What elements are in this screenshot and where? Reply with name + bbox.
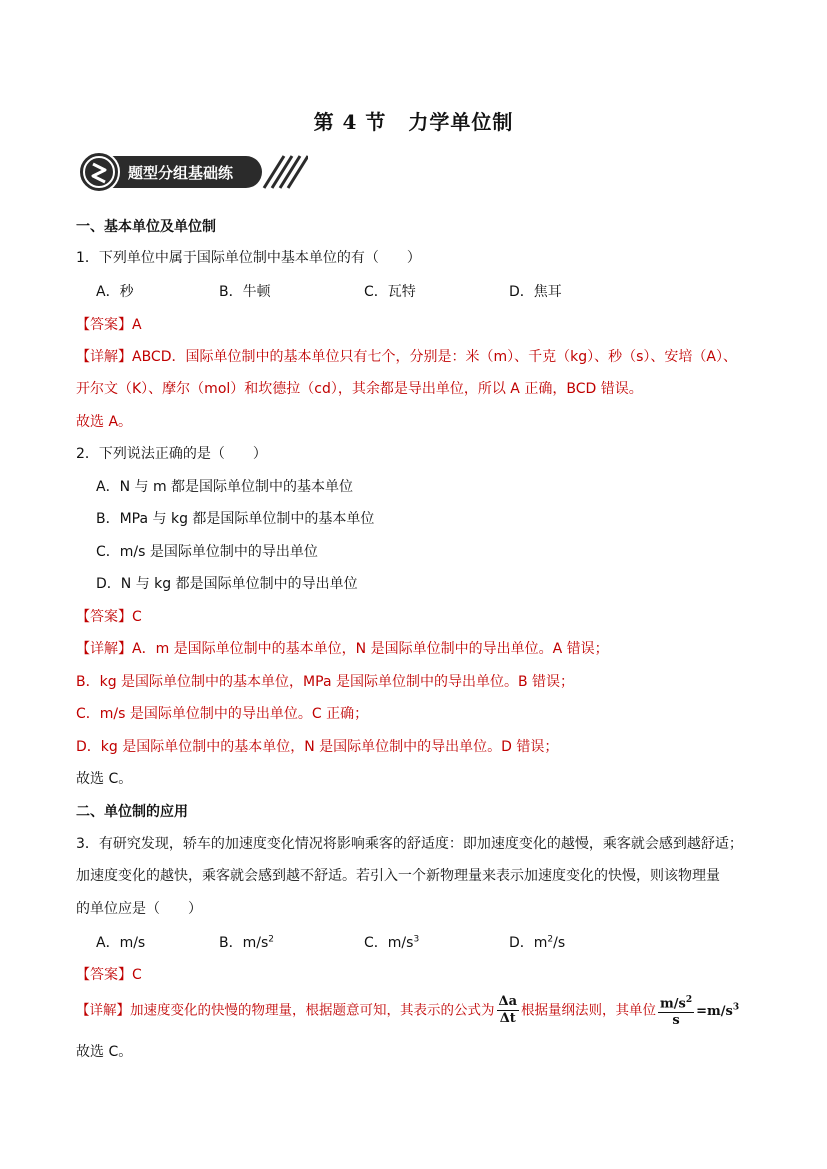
- q2-option-b: B．MPa 与 kg 都是国际单位制中的基本单位: [96, 511, 375, 527]
- q2-detail-line-1: 【详解】A．m 是国际单位制中的基本单位，N 是国际单位制中的导出单位。A 错误；: [76, 641, 609, 657]
- q3-stem-line-1: 3．有研究发现，轿车的加速度变化情况将影响乘客的舒适度：即加速度变化的越慢，乘客就会感到越舒适；: [76, 836, 743, 852]
- q3-stem-line-2: 加速度变化的越快，乘客就会感到越不舒适。若引入一个新物理量来表示加速度变化的快慢，则该物理量: [76, 868, 720, 884]
- q3-option-d: D．$m^2/s$: [509, 934, 566, 951]
- q2-detail-line-3: C．m/s 是国际单位制中的导出单位。C 正确；: [76, 706, 369, 722]
- section-number: 第 4 节: [313, 110, 387, 134]
- q1-stem: 1．下列单位中属于国际单位制中基本单位的有（ ）: [76, 250, 421, 266]
- q2-option-d: D．N 与 kg 都是国际单位制中的导出单位: [96, 576, 358, 592]
- q3-formula: $\frac{\Delta a}{\Delta t}$: [498, 994, 518, 1027]
- q3-unit-fraction: $\frac{m/s^2}{s}$: [658, 992, 694, 1029]
- q3-answer-label: 【答案】: [76, 967, 132, 983]
- q2-detail-label: 【详解】: [76, 641, 132, 657]
- q2-option-c: C．m/s 是国际单位制中的导出单位: [96, 544, 318, 560]
- banner-text: 题型分组基础练: [128, 164, 234, 182]
- section-heading-1: 一、基本单位及单位制: [76, 219, 216, 235]
- section-heading-2: 二、单位制的应用: [76, 804, 188, 820]
- q1-conclusion: 故选 A。: [76, 414, 133, 430]
- q3-option-c: C．$m/s^3$: [364, 934, 420, 951]
- section-topic: 力学单位制: [408, 110, 514, 134]
- q3-detail-label: 【详解】: [76, 1002, 130, 1019]
- q3-option-b: B．$m/s^2$: [219, 934, 274, 951]
- q1-detail-line-1: 【详解】ABCD．国际单位制中的基本单位只有七个，分别是：米（m）、千克（kg）、秒（s）、安培（A）、: [76, 349, 737, 365]
- q3-answer-value: C: [132, 967, 142, 983]
- page-title: [0, 106, 827, 135]
- q2-option-a: A．N 与 m 都是国际单位制中的基本单位: [96, 479, 354, 495]
- q3-unit-result: $=m/s^3$: [696, 1002, 740, 1019]
- q2-detail-line-4: D．kg 是国际单位制中的基本单位，N 是国际单位制中的导出单位。D 错误；: [76, 739, 559, 755]
- q3-stem-line-3: 的单位应是（ ）: [76, 901, 202, 917]
- q2-answer: [76, 606, 142, 626]
- q3-answer: [76, 964, 142, 984]
- q1-option-d: D．焦耳: [509, 284, 562, 300]
- q1-answer-label: 【答案】: [76, 317, 132, 333]
- q3-detail: 【详解】加速度变化的快慢的物理量，根据题意可知，其表示的公式为 $\frac{\Delta a}{\Delta t}$ 根据量纲法则，其单位 $\frac{m/s^2}{s}$ $=m/s^3$: [76, 992, 739, 1029]
- q2-answer-value: C: [132, 609, 142, 625]
- q2-answer-label: 【答案】: [76, 609, 132, 625]
- section-banner: [78, 151, 308, 193]
- q2-detail-line-2: B．kg 是国际单位制中的基本单位，MPa 是国际单位制中的导出单位。B 错误；: [76, 674, 575, 690]
- q2-conclusion: 故选 C。: [76, 771, 133, 787]
- q1-answer: [76, 314, 142, 334]
- q1-option-a: A．秒: [96, 284, 134, 300]
- q1-option-b: B．牛顿: [219, 284, 271, 300]
- q1-answer-value: A: [132, 317, 142, 333]
- q3-option-a: A．m/s: [96, 935, 146, 951]
- q1-option-c: C．瓦特: [364, 284, 416, 300]
- q1-detail-label: 【详解】: [76, 349, 132, 365]
- q1-detail-line-2: 开尔文（K）、摩尔（mol）和坎德拉（cd），其余都是导出单位，所以 A 正确，BCD 错误。: [76, 381, 643, 397]
- q2-stem: 2．下列说法正确的是（ ）: [76, 446, 267, 462]
- q3-conclusion: 故选 C。: [76, 1044, 133, 1060]
